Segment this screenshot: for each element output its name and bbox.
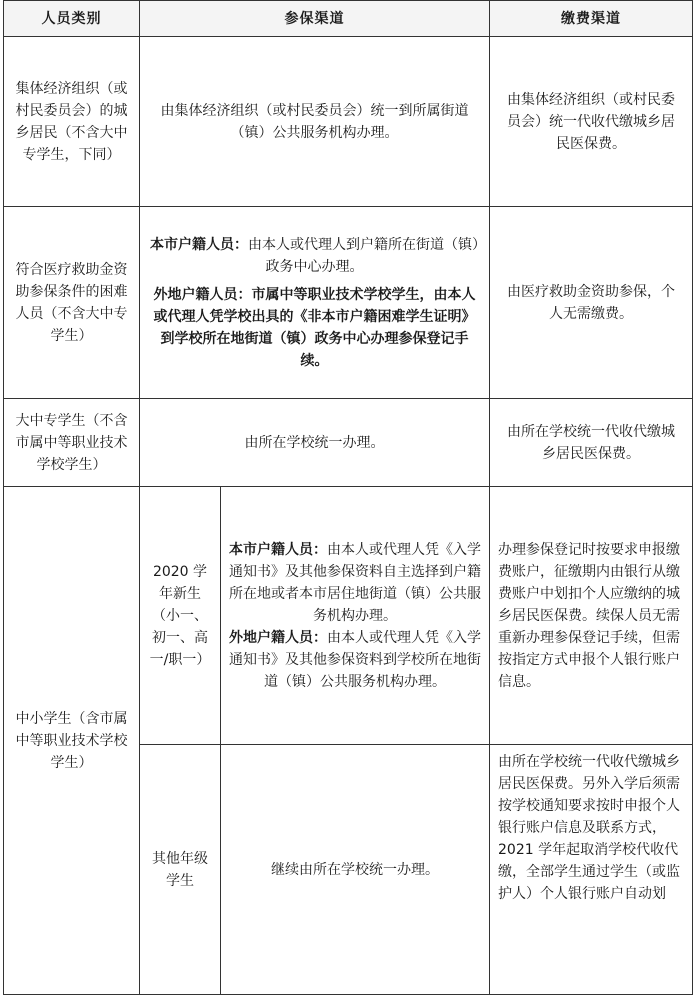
local-label: 本市户籍人员： bbox=[150, 236, 248, 253]
category-cell: 大中专学生（不含市属中等职业技术学校学生） bbox=[4, 399, 140, 487]
header-enroll-channel: 参保渠道 bbox=[140, 1, 490, 37]
row-collective bbox=[4, 37, 693, 207]
enroll-cell bbox=[140, 207, 490, 399]
category-cell: 集体经济组织（或村民委员会）的城乡居民（不含大中专学生，下同） bbox=[4, 37, 140, 207]
pay-cell: 由所在学校统一代收代缴城乡居民医保费。另外入学后须需按学校通知要求按时申报个人银行账户信息及联系方式，2021 学年起取消学校代收代缴，全部学生通过学生（或监护人）个人银行账户自动划 bbox=[490, 745, 693, 995]
header-category: 人员类别 bbox=[4, 1, 140, 37]
nonlocal-text: 由本人或代理人凭《入学通知书》及其他参保资料到学校所在地街道（镇）公共服务机构办理。 bbox=[229, 629, 481, 690]
enrollment-table bbox=[3, 0, 693, 995]
header-row bbox=[4, 1, 693, 37]
subcategory-cell: 其他年级学生 bbox=[140, 745, 221, 995]
subcategory-cell: 2020 学年新生（小一、初一、高一/职一） bbox=[140, 487, 221, 745]
enroll-local-para bbox=[229, 539, 481, 627]
pay-cell: 由医疗救助金资助参保，个人无需缴费。 bbox=[490, 207, 693, 399]
pay-cell: 由所在学校统一代收代缴城乡居民医保费。 bbox=[490, 399, 693, 487]
row-hardship bbox=[4, 207, 693, 399]
enroll-cell: 由所在学校统一办理。 bbox=[140, 399, 490, 487]
local-text: 由本人或代理人凭《入学通知书》及其他参保资料自主选择到户籍所在地或者本市居住地街道（镇）公共服务机构办理。 bbox=[229, 541, 481, 624]
enroll-cell bbox=[221, 487, 490, 745]
enroll-cell: 由集体经济组织（或村民委员会）统一到所属街道（镇）公共服务机构办理。 bbox=[140, 37, 490, 207]
category-cell: 中小学生（含市属中等职业技术学校学生） bbox=[4, 487, 140, 995]
enroll-nonlocal-para bbox=[150, 284, 479, 372]
local-label: 本市户籍人员： bbox=[229, 541, 327, 558]
row-college bbox=[4, 399, 693, 487]
enroll-local-para bbox=[150, 234, 479, 278]
nonlocal-text: 市属中等职业技术学校学生，由本人或代理人凭学校出具的《非本市户籍困难学生证明》到学校所在地街道（镇）政务中心办理参保登记手续。 bbox=[153, 286, 476, 369]
pay-cell: 办理参保登记时按要求申报缴费账户，征缴期内由银行从缴费账户中划扣个人应缴纳的城乡居民医保费。续保人员无需重新办理参保登记手续，但需按指定方式申报个人银行账户信息。 bbox=[490, 487, 693, 745]
enroll-cell: 继续由所在学校统一办理。 bbox=[221, 745, 490, 995]
local-text: 由本人或代理人到户籍所在街道（镇）政务中心办理。 bbox=[248, 236, 479, 275]
header-pay-channel: 缴费渠道 bbox=[490, 1, 693, 37]
nonlocal-label: 外地户籍人员： bbox=[153, 286, 252, 303]
enroll-nonlocal-para bbox=[229, 627, 481, 693]
row-students-new bbox=[4, 487, 693, 745]
category-cell: 符合医疗救助金资助参保条件的困难人员（不含大中专学生） bbox=[4, 207, 140, 399]
pay-cell: 由集体经济组织（或村民委员会）统一代收代缴城乡居民医保费。 bbox=[490, 37, 693, 207]
nonlocal-label: 外地户籍人员： bbox=[229, 629, 327, 646]
